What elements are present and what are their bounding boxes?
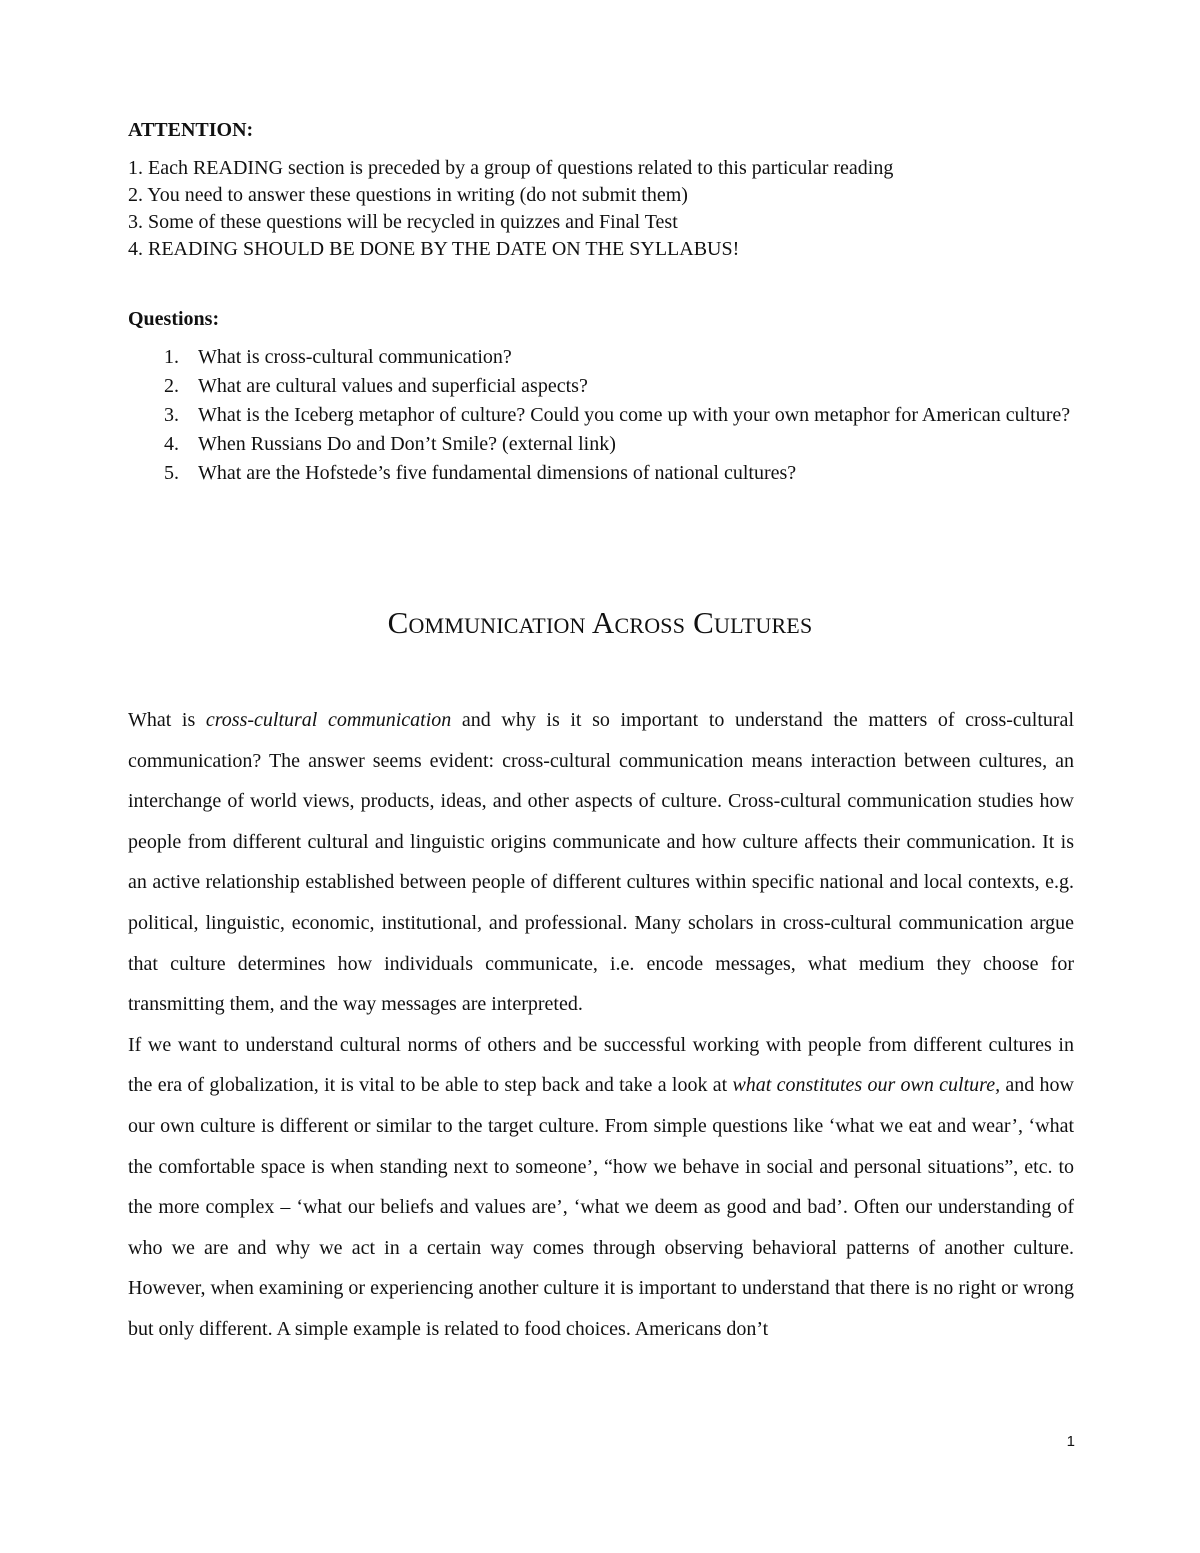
question-item [128, 430, 1074, 459]
body-paragraph [128, 700, 1074, 1025]
question-text: What are cultural values and superficial aspects? [198, 375, 588, 397]
body-text [128, 700, 1074, 1350]
question-item [128, 459, 1074, 488]
question-number: 1. [164, 346, 179, 368]
question-item [128, 343, 1074, 372]
question-number: 3. [164, 404, 179, 426]
question-item [128, 401, 1074, 430]
question-text: What is cross-cultural communication? [198, 346, 512, 368]
question-number: 2. [164, 375, 179, 397]
document-title: Communication Across Cultures [387, 605, 813, 640]
attention-heading: ATTENTION: [128, 119, 254, 141]
page-number: 1 [1066, 1433, 1075, 1450]
italic-term: cross-cultural communication [205, 709, 452, 731]
question-text: What is the Iceberg metaphor of culture? Could you come up with your own metaphor for American culture? [198, 404, 1071, 426]
paragraph-lead: What is [128, 709, 206, 731]
attention-item: 4. READING SHOULD BE DONE BY THE DATE ON THE SYLLABUS! [128, 238, 740, 260]
attention-item: 1. Each READING section is preceded by a group of questions related to this particular reading [128, 157, 894, 179]
paragraph-rest: and how our own culture is different or similar to the target culture. From simple questions like ‘what we eat and wear’, ‘what the comfortable space is when standing next to someone’, “how we behave in social and personal situations”, etc. to the more complex – ‘what our beliefs and values are’, ‘what we deem as good and bad’. Often our understanding of who we are and why we act in a certain way comes through observing behavioral patterns of another culture. However, when examining or experiencing another culture it is important to understand that there is no right or wrong but only different. A simple example is related to food choices. Americans don’t [128, 1074, 1074, 1340]
question-number: 5. [164, 462, 179, 484]
question-number: 4. [164, 433, 179, 455]
paragraph-lead: If we want to understand cultural norms of others and be successful working with people from different cultures in the era of globalization, it is vital to be able to step back and take a look at [128, 1033, 1074, 1097]
attention-item: 3. Some of these questions will be recycled in quizzes and Final Test [128, 211, 678, 233]
question-text: When Russians Do and Don’t Smile? (external link) [198, 433, 616, 455]
italic-term: what constitutes our own culture, [732, 1074, 1001, 1097]
attention-list [128, 155, 1088, 263]
paragraph-rest: and why is it so important to understand the matters of cross-cultural communication? The answer seems evident: cross-cultural communication means interaction between cultures, an interchange of world views, products, ideas, and other aspects of culture. Cross-cultural communication studies how people from different cultural and linguistic origins communicate and how culture affects their communication. It is an active relationship established between people of different cultures within specific national and local contexts, e.g. political, linguistic, economic, institutional, and professional. Many scholars in cross-cultural communication argue that culture determines how individuals communicate, i.e. encode messages, what medium they choose for transmitting them, and the way messages are interpreted. [128, 709, 1074, 1016]
body-paragraph [128, 1025, 1074, 1350]
question-text: What are the Hofstede’s five fundamental dimensions of national cultures? [198, 462, 797, 484]
questions-heading: Questions: [128, 308, 220, 330]
questions-list [128, 343, 1074, 488]
attention-item: 2. You need to answer these questions in writing (do not submit them) [128, 184, 688, 206]
question-item [128, 372, 1074, 401]
